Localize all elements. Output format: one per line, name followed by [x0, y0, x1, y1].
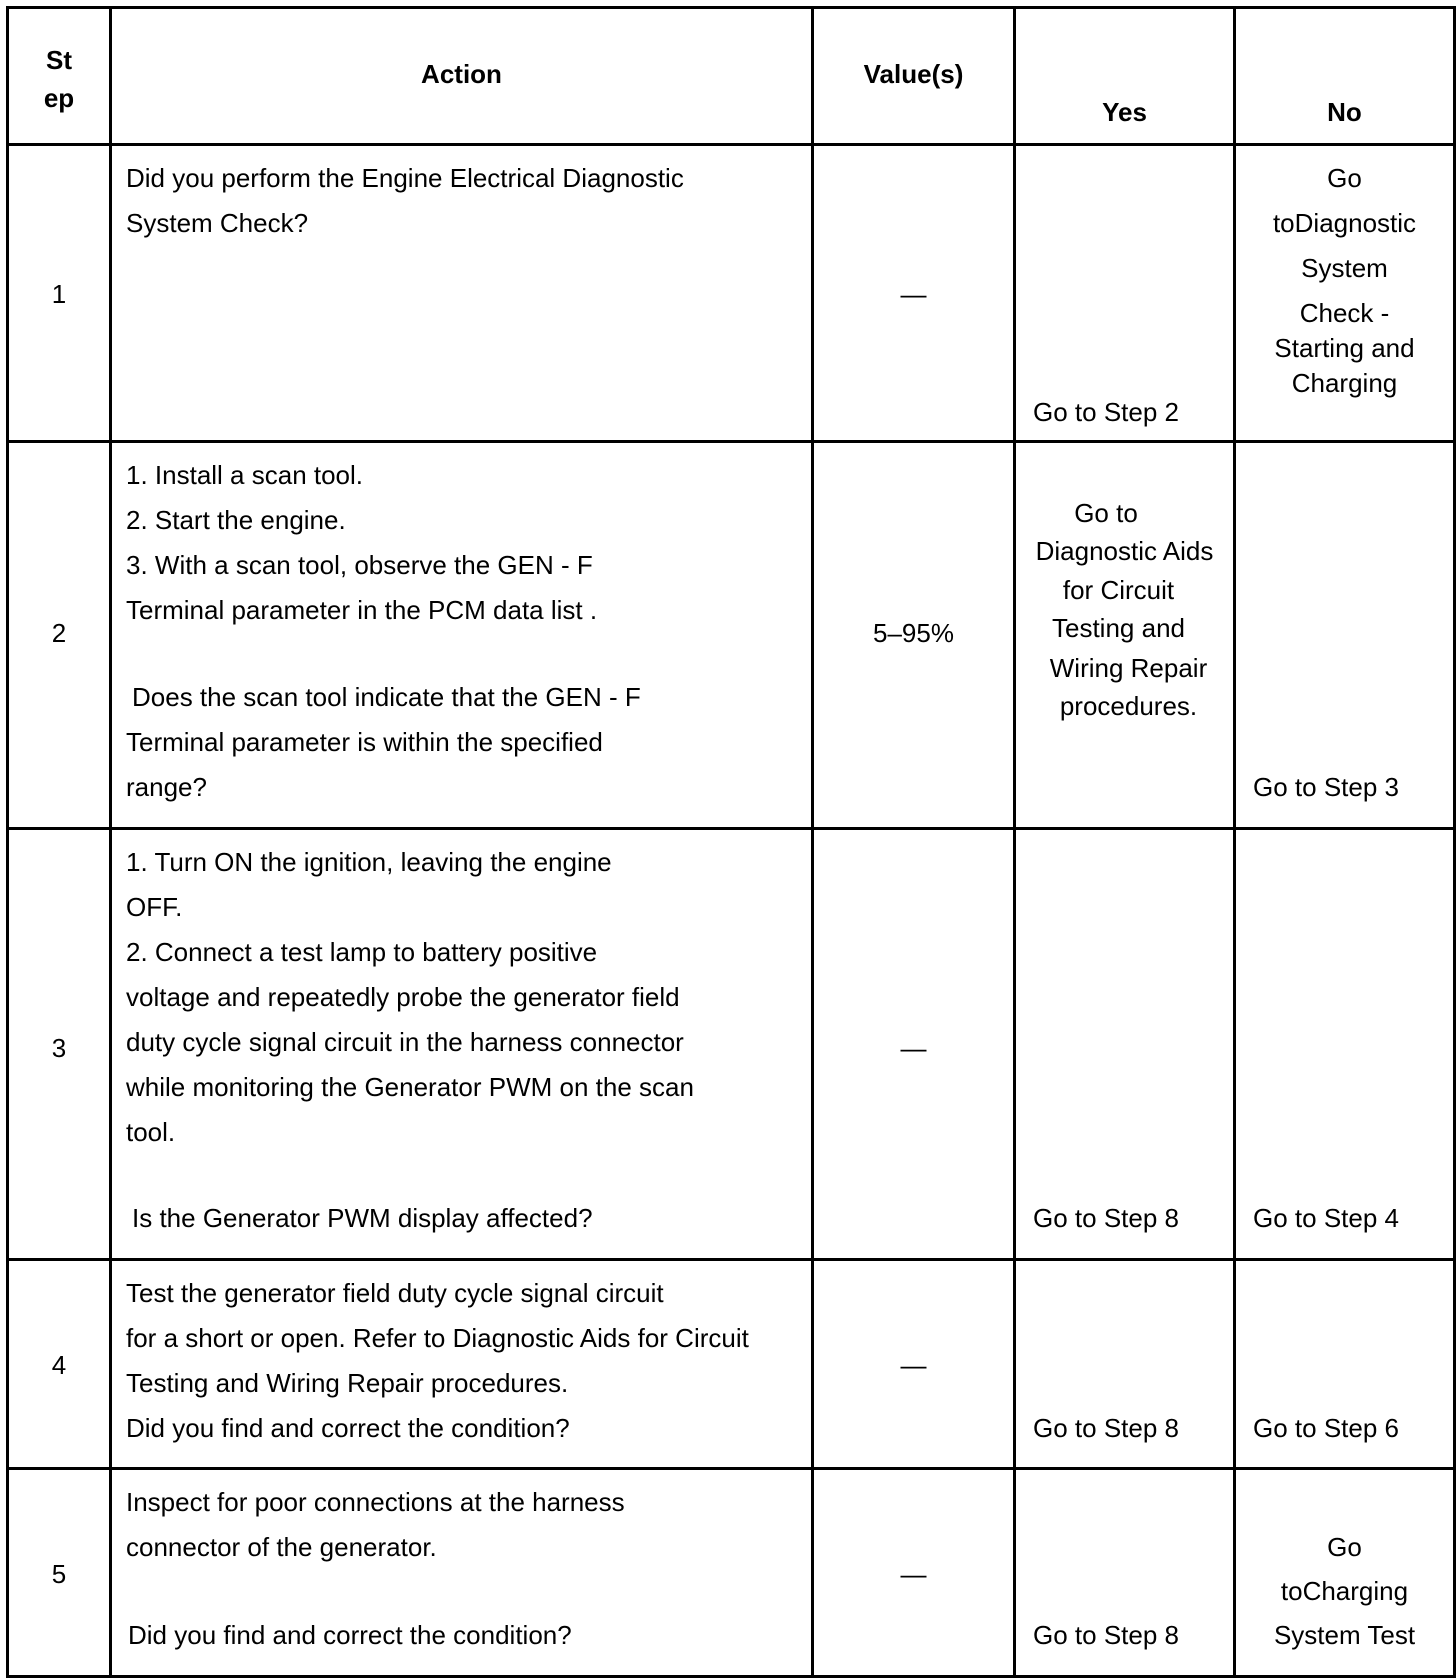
row-3-step-cell: [6, 827, 112, 1261]
row-4-action-line: Testing and Wiring Repair procedures.: [126, 1368, 569, 1398]
row-2-action-line: Terminal parameter in the PCM data list .: [126, 595, 598, 625]
row-5-no-line: Go: [1327, 1532, 1362, 1562]
row-1-step-cell: [6, 143, 112, 443]
row-2-action-line: range?: [126, 772, 207, 802]
row-4-value-cell: [811, 1258, 1016, 1470]
row-4-yes-cell: [1013, 1258, 1236, 1470]
diagnostic-table: [6, 6, 1450, 1678]
row-2-yes-line: Go to: [1074, 498, 1138, 528]
row-4-action-line: Test the generator field duty cycle signal circuit: [126, 1278, 664, 1308]
row-1-value-cell: [811, 143, 1016, 443]
header-step-line2: ep: [43, 83, 75, 113]
row-3-action-cell: [109, 827, 814, 1261]
row-2-step: 2: [51, 618, 67, 648]
row-3-step: 3: [51, 1033, 67, 1063]
header-values-cell: [811, 6, 1016, 146]
row-2-value-cell: [811, 440, 1016, 830]
row-1-yes: Go to Step 2: [1033, 397, 1179, 427]
row-1-step: 1: [51, 279, 67, 309]
row-3-value-cell: [811, 827, 1016, 1261]
row-1-no-line: System: [1301, 253, 1388, 283]
row-3-no-cell: [1233, 827, 1456, 1261]
row-5-no-line: System Test: [1273, 1620, 1416, 1650]
row-3-action-line: voltage and repeatedly probe the generator field: [126, 982, 680, 1012]
row-4-step: 4: [51, 1350, 67, 1380]
row-5-no-line: toCharging: [1280, 1576, 1409, 1606]
row-5-action-line: connector of the generator.: [126, 1532, 437, 1562]
row-1-no-line: Charging: [1291, 368, 1398, 398]
row-2-action-line: Does the scan tool indicate that the GEN - F: [132, 682, 641, 712]
row-5-value: —: [900, 1559, 927, 1589]
header-yes: Yes: [1102, 97, 1147, 127]
row-4-action-cell: [109, 1258, 814, 1470]
row-1-action-line: Did you perform the Engine Electrical Diagnostic: [126, 163, 684, 193]
row-5-yes-cell: [1013, 1467, 1236, 1678]
header-values: Value(s): [863, 59, 964, 89]
row-2-action-line: Terminal parameter is within the specified: [126, 727, 603, 757]
row-2-yes-line: Diagnostic Aids: [1035, 536, 1214, 566]
row-3-yes-cell: [1013, 827, 1236, 1261]
row-5-yes: Go to Step 8: [1033, 1620, 1179, 1650]
row-4-no-cell: [1233, 1258, 1456, 1470]
row-1-value: —: [900, 279, 927, 309]
row-2-yes-line: Testing and: [1052, 613, 1185, 643]
row-3-action-line: Is the Generator PWM display affected?: [132, 1203, 593, 1233]
header-no-cell: [1233, 6, 1456, 146]
row-3-action-line: duty cycle signal circuit in the harness connector: [126, 1027, 684, 1057]
row-5-action-line: Did you find and correct the condition?: [128, 1620, 572, 1650]
row-4-yes: Go to Step 8: [1033, 1413, 1179, 1443]
row-3-action-line: 2. Connect a test lamp to battery positive: [126, 937, 598, 967]
row-2-action-line: 2. Start the engine.: [126, 505, 346, 535]
row-2-action-line: 3. With a scan tool, observe the GEN - F: [126, 550, 593, 580]
row-1-no-line: Check -: [1299, 298, 1390, 328]
row-1-no-line: toDiagnostic: [1272, 208, 1417, 238]
row-1-no-line: Starting and: [1274, 333, 1415, 363]
row-5-value-cell: [811, 1467, 1016, 1678]
row-1-no-line: Go: [1327, 163, 1362, 193]
row-3-action-line: 1. Turn ON the ignition, leaving the engine: [126, 847, 612, 877]
row-5-step: 5: [51, 1559, 67, 1589]
row-3-value: —: [900, 1033, 927, 1063]
header-yes-cell: [1013, 6, 1236, 146]
row-5-no-cell: [1233, 1467, 1456, 1678]
row-4-value: —: [900, 1350, 927, 1380]
header-step-cell: [6, 6, 112, 146]
row-3-action-line: OFF.: [126, 892, 183, 922]
row-2-no: Go to Step 3: [1253, 772, 1399, 802]
row-4-action-line: for a short or open. Refer to Diagnostic Aids for Circuit: [126, 1323, 749, 1353]
row-5-action-cell: [109, 1467, 814, 1678]
row-3-yes: Go to Step 8: [1033, 1203, 1179, 1233]
row-2-yes-line: Wiring Repair: [1049, 653, 1208, 683]
row-3-action-line: tool.: [126, 1117, 176, 1147]
row-2-no-cell: [1233, 440, 1456, 830]
row-2-yes-line: procedures.: [1059, 691, 1198, 721]
row-2-step-cell: [6, 440, 112, 830]
row-4-no: Go to Step 6: [1253, 1413, 1399, 1443]
row-1-action-cell: [109, 143, 814, 443]
row-2-yes-cell: [1013, 440, 1236, 830]
row-5-step-cell: [6, 1467, 112, 1678]
row-4-step-cell: [6, 1258, 112, 1470]
row-1-yes-cell: [1013, 143, 1236, 443]
row-2-value: 5–95%: [873, 618, 954, 648]
header-no: No: [1327, 97, 1362, 127]
row-2-yes-line: for Circuit: [1062, 575, 1175, 605]
row-1-action-line: System Check?: [126, 208, 309, 238]
row-1-no-cell: [1233, 143, 1456, 443]
row-5-action-line: Inspect for poor connections at the harness: [126, 1487, 625, 1517]
header-step-line1: St: [46, 45, 72, 75]
row-2-action-line: 1. Install a scan tool.: [126, 460, 364, 490]
row-4-action-line: Did you find and correct the condition?: [126, 1413, 570, 1443]
row-3-action-line: while monitoring the Generator PWM on the scan: [126, 1072, 694, 1102]
header-action: Action: [421, 59, 502, 89]
header-action-cell: [109, 6, 814, 146]
row-3-no: Go to Step 4: [1253, 1203, 1399, 1233]
row-2-action-cell: [109, 440, 814, 830]
